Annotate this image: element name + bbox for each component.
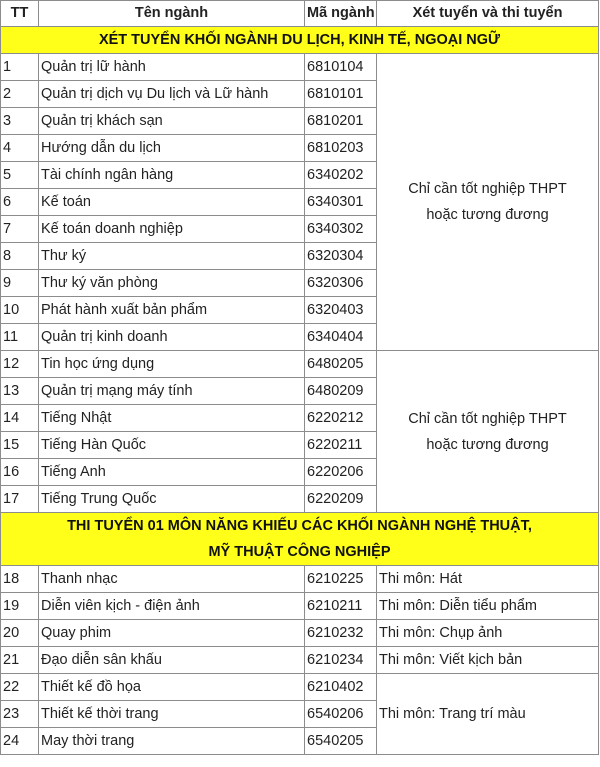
table-row [1, 674, 599, 701]
major-name: Tiếng Trung Quốc [39, 486, 305, 513]
major-name: Hướng dẫn du lịch [39, 135, 305, 162]
header-name: Tên ngành [39, 1, 305, 27]
major-code: 6480209 [305, 378, 377, 405]
row-number: 5 [1, 162, 39, 189]
row-number: 4 [1, 135, 39, 162]
admission-note-group-1 [377, 54, 599, 351]
row-number: 19 [1, 593, 39, 620]
exam-subject: Thi môn: Viết kịch bản [377, 647, 599, 674]
major-name: Tiếng Anh [39, 459, 305, 486]
table-row [1, 566, 599, 593]
row-number: 21 [1, 647, 39, 674]
major-name: Quản trị lữ hành [39, 54, 305, 81]
row-number: 14 [1, 405, 39, 432]
major-name: Thiết kế thời trang [39, 701, 305, 728]
major-code: 6210402 [305, 674, 377, 701]
section-title-line: THI TUYỂN 01 MÔN NĂNG KHIẾU CÁC KHỐI NGÀNH NGHỆ THUẬT, [67, 518, 532, 534]
major-name: Thư ký [39, 243, 305, 270]
major-name: Tiếng Hàn Quốc [39, 432, 305, 459]
row-number: 16 [1, 459, 39, 486]
major-name: Quản trị kinh doanh [39, 324, 305, 351]
major-name: Phát hành xuất bản phẩm [39, 297, 305, 324]
major-code: 6540206 [305, 701, 377, 728]
exam-subject-merged: Thi môn: Trang trí màu [377, 674, 599, 755]
row-number: 3 [1, 108, 39, 135]
row-number: 8 [1, 243, 39, 270]
row-number: 20 [1, 620, 39, 647]
row-number: 10 [1, 297, 39, 324]
header-tt: TT [1, 1, 39, 27]
major-code: 6210211 [305, 593, 377, 620]
row-number: 24 [1, 728, 39, 755]
table-row [1, 620, 599, 647]
major-code: 6340202 [305, 162, 377, 189]
major-name: Thư ký văn phòng [39, 270, 305, 297]
section-row-arts-aptitude [1, 513, 599, 566]
row-number: 13 [1, 378, 39, 405]
major-code: 6810104 [305, 54, 377, 81]
section-title [1, 513, 599, 566]
major-name: Quản trị mạng máy tính [39, 378, 305, 405]
row-number: 7 [1, 216, 39, 243]
major-name: Quay phim [39, 620, 305, 647]
row-number: 6 [1, 189, 39, 216]
major-code: 6340302 [305, 216, 377, 243]
row-number: 9 [1, 270, 39, 297]
major-code: 6810101 [305, 81, 377, 108]
note-line: hoặc tương đương [426, 207, 549, 223]
note-line: Chỉ cần tốt nghiệp THPT [408, 410, 567, 427]
header-mode: Xét tuyển và thi tuyển [377, 1, 599, 27]
row-number: 1 [1, 54, 39, 81]
major-code: 6540205 [305, 728, 377, 755]
major-name: Thiết kế đồ họa [39, 674, 305, 701]
exam-subject: Thi môn: Diễn tiểu phẩm [377, 593, 599, 620]
major-code: 6220206 [305, 459, 377, 486]
major-code: 6340301 [305, 189, 377, 216]
major-code: 6210232 [305, 620, 377, 647]
major-name: Diễn viên kịch - điện ảnh [39, 593, 305, 620]
row-number: 22 [1, 674, 39, 701]
section-title: XÉT TUYỂN KHỐI NGÀNH DU LỊCH, KINH TẾ, NGOẠI NGỮ [1, 27, 599, 54]
major-code: 6210234 [305, 647, 377, 674]
major-name: Kế toán doanh nghiệp [39, 216, 305, 243]
exam-subject: Thi môn: Hát [377, 566, 599, 593]
table-row [1, 54, 599, 81]
header-row [1, 1, 599, 27]
section-row-tourism-economics-languages [1, 27, 599, 54]
major-code: 6320304 [305, 243, 377, 270]
major-code: 6220212 [305, 405, 377, 432]
major-name: Tiếng Nhật [39, 405, 305, 432]
major-name: Quản trị dịch vụ Du lịch và Lữ hành [39, 81, 305, 108]
major-code: 6480205 [305, 351, 377, 378]
major-code: 6320403 [305, 297, 377, 324]
major-name: May thời trang [39, 728, 305, 755]
row-number: 2 [1, 81, 39, 108]
table-row [1, 351, 599, 378]
major-name: Đạo diễn sân khấu [39, 647, 305, 674]
major-code: 6220209 [305, 486, 377, 513]
major-code: 6810201 [305, 108, 377, 135]
exam-subject: Thi môn: Chụp ảnh [377, 620, 599, 647]
row-number: 23 [1, 701, 39, 728]
admission-note-group-2 [377, 351, 599, 513]
major-name: Kế toán [39, 189, 305, 216]
major-code: 6220211 [305, 432, 377, 459]
header-code: Mã ngành [305, 1, 377, 27]
row-number: 15 [1, 432, 39, 459]
note-line: Chỉ cần tốt nghiệp THPT [408, 181, 567, 197]
table-row [1, 593, 599, 620]
note-line: hoặc tương đương [426, 436, 549, 453]
major-code: 6210225 [305, 566, 377, 593]
row-number: 18 [1, 566, 39, 593]
major-name: Quản trị khách sạn [39, 108, 305, 135]
table-row [1, 647, 599, 674]
major-code: 6340404 [305, 324, 377, 351]
row-number: 12 [1, 351, 39, 378]
row-number: 11 [1, 324, 39, 351]
major-name: Tài chính ngân hàng [39, 162, 305, 189]
major-name: Thanh nhạc [39, 566, 305, 593]
major-code: 6320306 [305, 270, 377, 297]
section-title-line: MỸ THUẬT CÔNG NGHIỆP [208, 544, 391, 560]
major-name: Tin học ứng dụng [39, 351, 305, 378]
row-number: 17 [1, 486, 39, 513]
major-code: 6810203 [305, 135, 377, 162]
